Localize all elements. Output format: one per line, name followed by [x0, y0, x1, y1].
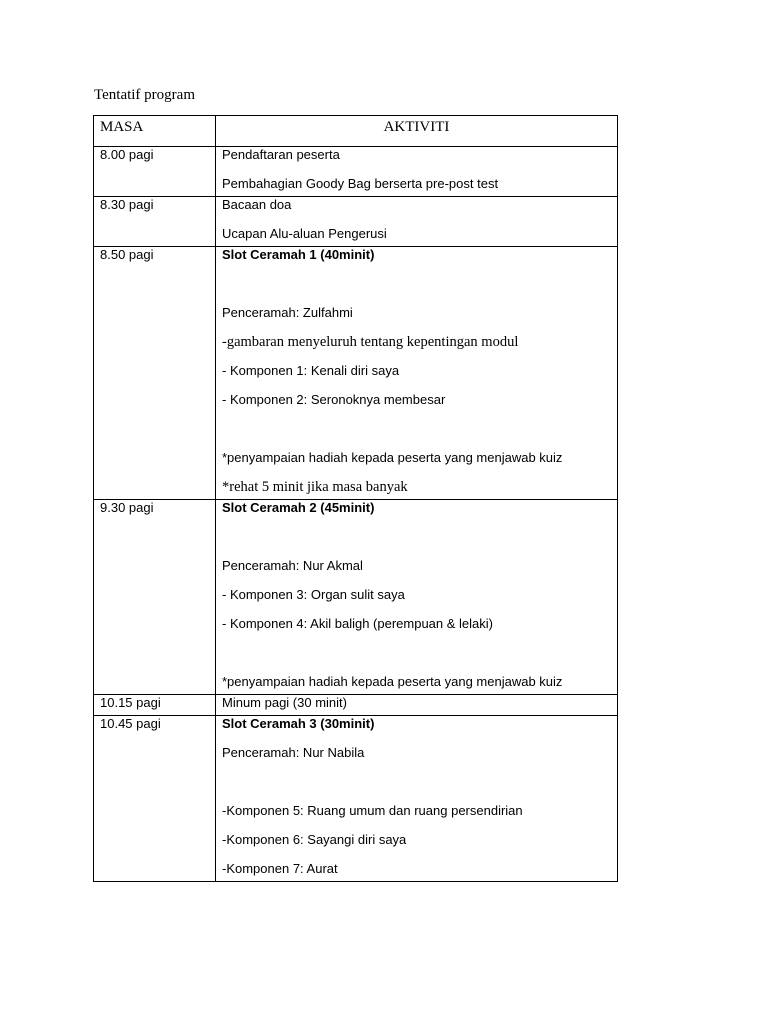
aktiviti-cell [216, 197, 618, 247]
table-row [94, 695, 618, 716]
activity-line: Ucapan Alu-aluan Pengerusi [222, 226, 387, 241]
table-row [94, 716, 618, 882]
aktiviti-cell [216, 147, 618, 197]
schedule-table [93, 115, 618, 882]
activity-line: -Komponen 7: Aurat [222, 861, 338, 876]
masa-cell: 10.15 pagi [94, 695, 216, 716]
column-header-masa: MASA [94, 116, 216, 147]
blank-line [222, 645, 611, 661]
activity-line: Slot Ceramah 1 (40minit) [222, 247, 375, 262]
activity-line: Penceramah: Nur Akmal [222, 558, 363, 573]
masa-cell: 10.45 pagi [94, 716, 216, 882]
blank-line [222, 774, 611, 790]
aktiviti-cell [216, 695, 618, 716]
table-row [94, 247, 618, 500]
masa-cell: 9.30 pagi [94, 500, 216, 695]
activity-line: Pembahagian Goody Bag berserta pre-post test [222, 176, 499, 191]
masa-cell: 8.50 pagi [94, 247, 216, 500]
table-header-row [94, 116, 618, 147]
activity-line: Pendaftaran peserta [222, 147, 340, 162]
activity-line: - Komponen 3: Organ sulit saya [222, 587, 405, 602]
blank-line [222, 529, 611, 545]
activity-line: - Komponen 1: Kenali diri saya [222, 363, 400, 378]
activity-line: -gambaran menyeluruh tentang kepentingan modul [222, 334, 519, 350]
blank-line [222, 276, 611, 292]
activity-line: Slot Ceramah 2 (45minit) [222, 500, 375, 515]
activity-line: Penceramah: Nur Nabila [222, 745, 365, 760]
activity-line: -Komponen 5: Ruang umum dan ruang persendirian [222, 803, 523, 818]
document-title: Tentatif program [94, 87, 195, 103]
table-row [94, 147, 618, 197]
column-header-aktiviti: AKTIVITI [216, 116, 618, 147]
activity-line: *penyampaian hadiah kepada peserta yang menjawab kuiz [222, 674, 563, 689]
masa-cell: 8.00 pagi [94, 147, 216, 197]
activity-line: *penyampaian hadiah kepada peserta yang menjawab kuiz [222, 450, 563, 465]
blank-line [222, 421, 611, 437]
table-row [94, 197, 618, 247]
activity-line: Minum pagi (30 minit) [222, 695, 347, 710]
activity-line: Penceramah: Zulfahmi [222, 305, 353, 320]
activity-line: Slot Ceramah 3 (30minit) [222, 716, 375, 731]
schedule-body [94, 147, 618, 882]
activity-line: Bacaan doa [222, 197, 292, 212]
masa-cell: 8.30 pagi [94, 197, 216, 247]
table-row [94, 500, 618, 695]
aktiviti-cell [216, 716, 618, 882]
activity-line: - Komponen 4: Akil baligh (perempuan & lelaki) [222, 616, 493, 631]
aktiviti-cell [216, 247, 618, 500]
activity-line: -Komponen 6: Sayangi diri saya [222, 832, 407, 847]
activity-line: *rehat 5 minit jika masa banyak [222, 479, 408, 495]
activity-line: - Komponen 2: Seronoknya membesar [222, 392, 446, 407]
aktiviti-cell [216, 500, 618, 695]
